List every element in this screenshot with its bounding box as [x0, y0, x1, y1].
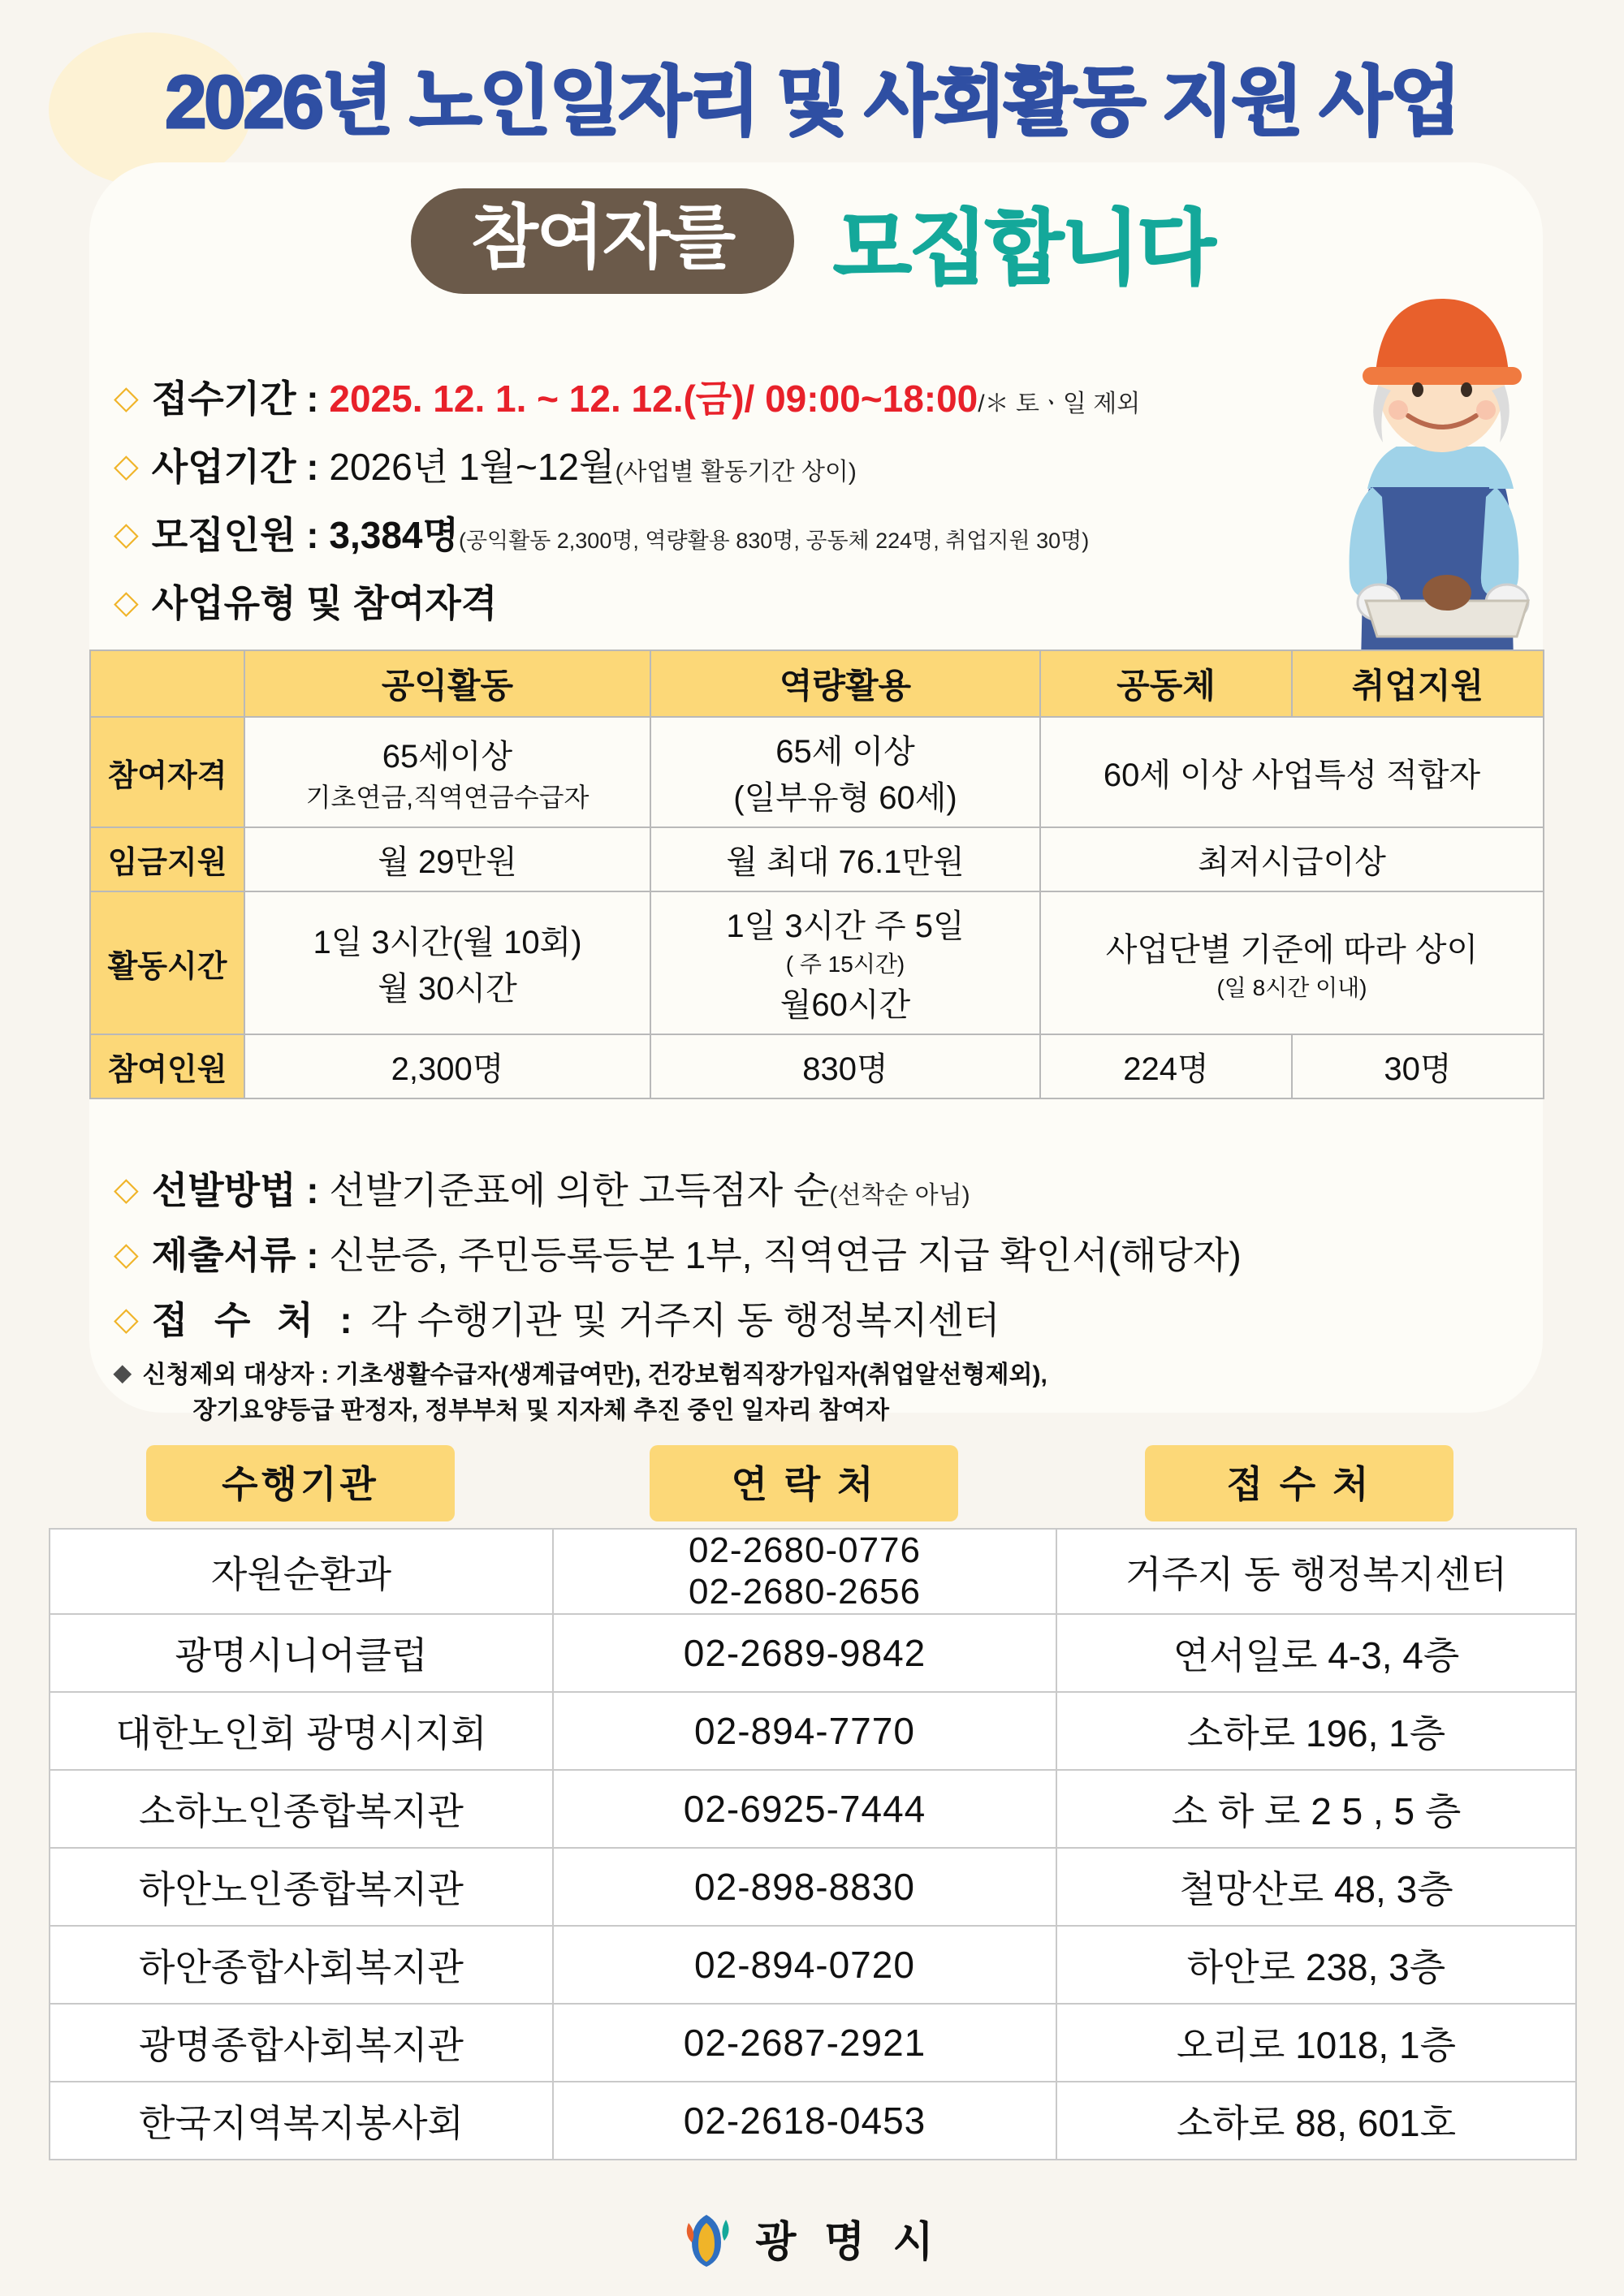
contact-tel-0: 02-2680-0776 02-2680-2656: [553, 1529, 1056, 1614]
diamond-bullet-icon: ◇: [114, 516, 139, 552]
note-selection: [114, 1161, 1494, 1215]
contact-org-3: 소하노인종합복지관: [50, 1770, 553, 1848]
table-row: [50, 2004, 1576, 2082]
col-header-community: 공동체: [1040, 650, 1292, 717]
col-header-public: 공익활동: [244, 650, 650, 717]
contact-addr-2: 소하로 196, 1층: [1056, 1692, 1576, 1770]
contact-addr-0: 거주지 동 행정복지센터: [1056, 1529, 1576, 1614]
contact-col-header-org: 수행기관: [146, 1445, 455, 1521]
page-title: 2026년 노인일자리 및 사회활동 지원 사업: [165, 61, 1459, 144]
contact-addr-3: 소 하 로 2 5 , 5 층: [1056, 1770, 1576, 1848]
info-receipt-period: [114, 369, 1413, 423]
contact-tel-5: 02-894-0720: [553, 1926, 1056, 2004]
documents-value: 신분증, 주민등록등본 1부, 직역연금 지급 확인서(해당자): [329, 1234, 1242, 1276]
place-value: 각 수행기관 및 거주지 동 행정복지센터: [370, 1299, 1000, 1341]
contact-org-4: 하안노인종합복지관: [50, 1848, 553, 1926]
contact-addr-5: 하안로 238, 3층: [1056, 1926, 1576, 2004]
period-value: 2026년 1월~12월: [329, 446, 615, 488]
black-diamond-bullet-icon: ◆: [114, 1360, 132, 1385]
diamond-bullet-icon: ◇: [114, 448, 139, 484]
cell-hours-public: 1일 3시간(월 10회) 월 30시간: [244, 891, 650, 1034]
contact-tel-1: 02-2689-9842: [553, 1614, 1056, 1692]
receipt-value: 2025. 12. 1. ~ 12. 12.(금)/ 09:00~18:00: [329, 378, 978, 420]
contact-col-header-place: 접 수 처: [1145, 1445, 1453, 1521]
contact-section: [32, 1445, 1592, 2160]
note-documents: [114, 1226, 1494, 1280]
cell-wage-community-employment: 최저시급이상: [1040, 827, 1544, 891]
info-project-period: [114, 438, 1413, 491]
contact-tel-2: 02-894-7770: [553, 1692, 1056, 1770]
type-label: 사업유형 및 참여자격: [151, 582, 498, 624]
table-row: [90, 827, 1544, 891]
note-exclusions: [114, 1357, 1494, 1428]
contact-addr-1: 연서일로 4-3, 4층: [1056, 1614, 1576, 1692]
table-row: [90, 891, 1544, 1034]
cell-eligibility-community-employment: 60세 이상 사업특성 적합자: [1040, 717, 1544, 827]
col-header-capacity: 역량활용: [650, 650, 1040, 717]
recruit-headline: 모집합니다: [833, 203, 1214, 294]
table-row: [50, 1529, 1576, 1614]
contact-addr-7: 소하로 88, 601호: [1056, 2082, 1576, 2160]
table-row: [50, 1614, 1576, 1692]
cell-hours-capacity: 1일 3시간 주 5일 ( 주 15시간) 월60시간: [650, 891, 1040, 1034]
contact-org-1: 광명시니어클럽: [50, 1614, 553, 1692]
quota-label: 모집인원 :: [151, 514, 319, 556]
cell-count-public: 2,300명: [244, 1034, 650, 1098]
exclusions-line2: 장기요양등급 판정자, 정부부처 및 지자체 추진 중인 일자리 참여자: [192, 1396, 890, 1424]
contact-tel-7: 02-2618-0453: [553, 2082, 1056, 2160]
info-block: [114, 369, 1413, 642]
cell-wage-public: 월 29만원: [244, 827, 650, 891]
contact-col-header-tel: 연 락 처: [650, 1445, 958, 1521]
col-header-employment: 취업지원: [1292, 650, 1544, 717]
contact-header-row: [49, 1445, 1592, 1521]
row-header-hours: 활동시간: [90, 891, 244, 1034]
exclusions-text: [143, 1357, 1047, 1428]
contact-addr-4: 철망산로 48, 3층: [1056, 1848, 1576, 1926]
receipt-label: 접수기간 :: [151, 378, 319, 420]
participant-pill: 참여자를: [411, 188, 794, 294]
footer: [0, 2208, 1624, 2268]
contact-org-7: 한국지역복지봉사회: [50, 2082, 553, 2160]
cell-count-community: 224명: [1040, 1034, 1292, 1098]
documents-label: 제출서류 :: [151, 1234, 319, 1276]
table-row: [50, 1692, 1576, 1770]
contact-org-5: 하안종합사회복지관: [50, 1926, 553, 2004]
contact-org-2: 대한노인회 광명시지회: [50, 1692, 553, 1770]
table-row: [90, 717, 1544, 827]
contact-org-0: 자원순환과: [50, 1529, 553, 1614]
row-header-eligibility: 참여자격: [90, 717, 244, 827]
receipt-note: /＊ 토ㆍ일 제외: [978, 391, 1141, 417]
table-row: [50, 1770, 1576, 1848]
gwangmyeong-logo-icon: [682, 2208, 734, 2268]
diamond-bullet-icon: ◇: [114, 1172, 139, 1207]
city-name: 광 명 시: [755, 2219, 942, 2266]
cell-hours-community-employment: 사업단별 기준에 따라 상이 (일 8시간 이내): [1040, 891, 1544, 1034]
contact-table: [49, 1528, 1577, 2160]
contact-tel-4: 02-898-8830: [553, 1848, 1056, 1926]
quota-note: (공익활동 2,300명, 역량활용 830명, 공동체 224명, 취업지원 30명): [458, 529, 1090, 553]
contact-addr-6: 오리로 1018, 1층: [1056, 2004, 1576, 2082]
program-table: [89, 650, 1544, 1099]
diamond-bullet-icon: ◇: [114, 380, 139, 416]
program-table-wrap: [89, 650, 1543, 1099]
notes-block: [114, 1161, 1494, 1428]
selection-value: 선발기준표에 의한 고득점자 순: [329, 1169, 830, 1211]
table-row: [50, 2082, 1576, 2160]
table-row: [90, 1034, 1544, 1098]
diamond-bullet-icon: ◇: [114, 1236, 139, 1272]
cell-count-capacity: 830명: [650, 1034, 1040, 1098]
place-label: 접 수 처 :: [151, 1299, 361, 1341]
exclusions-line1: 신청제외 대상자 : 기초생활수급자(생계급여만), 건강보험직장가입자(취업알선형제외),: [142, 1362, 1047, 1388]
cell-eligibility-public: 65세이상 기초연금,직역연금수급자: [244, 717, 650, 827]
contact-tel-6: 02-2687-2921: [553, 2004, 1056, 2082]
contact-tel-3: 02-6925-7444: [553, 1770, 1056, 1848]
cell-count-employment: 30명: [1292, 1034, 1544, 1098]
diamond-bullet-icon: ◇: [114, 1301, 139, 1337]
row-header-count: 참여인원: [90, 1034, 244, 1098]
selection-label: 선발방법 :: [151, 1169, 319, 1211]
period-label: 사업기간 :: [151, 446, 319, 488]
diamond-bullet-icon: ◇: [114, 585, 139, 620]
table-row: [50, 1848, 1576, 1926]
contact-org-6: 광명종합사회복지관: [50, 2004, 553, 2082]
period-note: (사업별 활동기간 상이): [615, 459, 857, 486]
table-header-row: [90, 650, 1544, 717]
note-place: [114, 1291, 1494, 1344]
selection-note: (선착순 아님): [829, 1182, 970, 1209]
row-header-wage: 임금지원: [90, 827, 244, 891]
quota-value: 3,384명: [329, 514, 459, 556]
info-quota: [114, 506, 1413, 559]
table-corner-cell: [90, 650, 244, 717]
info-type-heading: [114, 574, 1413, 628]
cell-eligibility-capacity: 65세 이상 (일부유형 60세): [650, 717, 1040, 827]
table-row: [50, 1926, 1576, 2004]
cell-wage-capacity: 월 최대 76.1만원: [650, 827, 1040, 891]
